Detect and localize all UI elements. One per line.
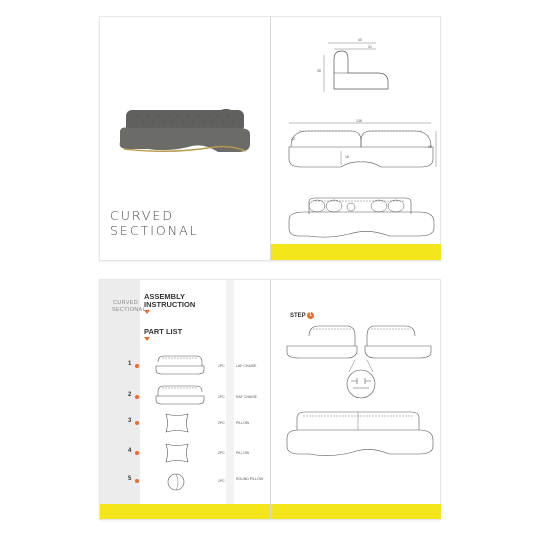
sidebar-band bbox=[100, 280, 146, 519]
part-qty: 2PC bbox=[218, 421, 225, 425]
bullet-dot-icon bbox=[135, 364, 139, 368]
assembly-heading-line2: INSTRUCTION bbox=[144, 300, 196, 309]
part-name: PILLOW bbox=[236, 421, 250, 425]
part-qty: 2PC bbox=[218, 451, 225, 455]
laf-chaise-drawing bbox=[152, 352, 208, 376]
accent-bar bbox=[100, 504, 270, 519]
step-number-badge: 1 bbox=[307, 312, 314, 319]
side-title-line2: SECTIONAL bbox=[112, 307, 146, 313]
step-label: STEP bbox=[290, 313, 306, 319]
round-pillow-drawing bbox=[164, 470, 188, 494]
raf-chaise-drawing bbox=[152, 382, 208, 406]
dim-label: 31 bbox=[368, 45, 372, 49]
part-list-heading: PART LIST bbox=[144, 327, 183, 336]
part-number: 5 bbox=[128, 476, 132, 482]
cover-page bbox=[100, 17, 270, 260]
step1-assembled-sectional-diagram bbox=[279, 408, 439, 468]
column-divider-strip bbox=[226, 280, 234, 519]
dim-label: 22 bbox=[291, 137, 295, 141]
bullet-dot-icon bbox=[135, 395, 139, 399]
sofa-product-photo bbox=[108, 102, 258, 162]
heading-arrow-icon bbox=[144, 310, 150, 314]
pillow-drawing bbox=[162, 410, 192, 436]
dim-label: 35 bbox=[317, 69, 321, 73]
bullet-dot-icon bbox=[135, 421, 139, 425]
part-name: LAF CHAISE bbox=[236, 364, 257, 368]
bullet-dot-icon bbox=[135, 479, 139, 483]
sectional-front-view-diagram bbox=[281, 117, 441, 177]
step1-separated-chaises-diagram bbox=[279, 318, 439, 408]
dimensions-page bbox=[270, 17, 441, 260]
catalog-spread-bottom bbox=[100, 280, 440, 519]
accent-bar bbox=[271, 504, 441, 519]
part-number: 2 bbox=[128, 392, 132, 398]
step-page bbox=[270, 280, 441, 519]
part-name: RAF CHAISE bbox=[236, 395, 258, 399]
bullet-dot-icon bbox=[135, 451, 139, 455]
cover-title-line1: CURVED bbox=[110, 208, 174, 223]
part-qty: 1PC bbox=[218, 395, 225, 399]
dim-label: 40 bbox=[358, 38, 362, 42]
accent-bar bbox=[271, 244, 441, 260]
dim-label: 16 bbox=[345, 155, 349, 159]
part-name: PILLOW bbox=[236, 451, 250, 455]
sectional-perspective-diagram bbox=[279, 192, 439, 247]
part-number: 1 bbox=[128, 361, 132, 367]
side-title-line1: CURVED bbox=[113, 300, 138, 306]
assembly-heading-line1: ASSEMBLY bbox=[144, 292, 185, 301]
part-name: ROUND PILLOW bbox=[236, 477, 264, 481]
pillow-drawing bbox=[162, 440, 192, 466]
part-number: 4 bbox=[128, 448, 132, 454]
part-number: 3 bbox=[128, 418, 132, 424]
part-qty: 1PC bbox=[218, 364, 225, 368]
part-qty: 1PC bbox=[218, 479, 225, 483]
dim-label: 136 bbox=[356, 119, 362, 123]
chaise-side-view-diagram bbox=[316, 37, 396, 97]
dim-label: 35 bbox=[428, 145, 432, 149]
assembly-page bbox=[100, 280, 270, 519]
cover-title-line2: SECTIONAL bbox=[110, 223, 199, 238]
heading-arrow-icon bbox=[144, 337, 150, 341]
catalog-spread-top bbox=[100, 17, 440, 260]
